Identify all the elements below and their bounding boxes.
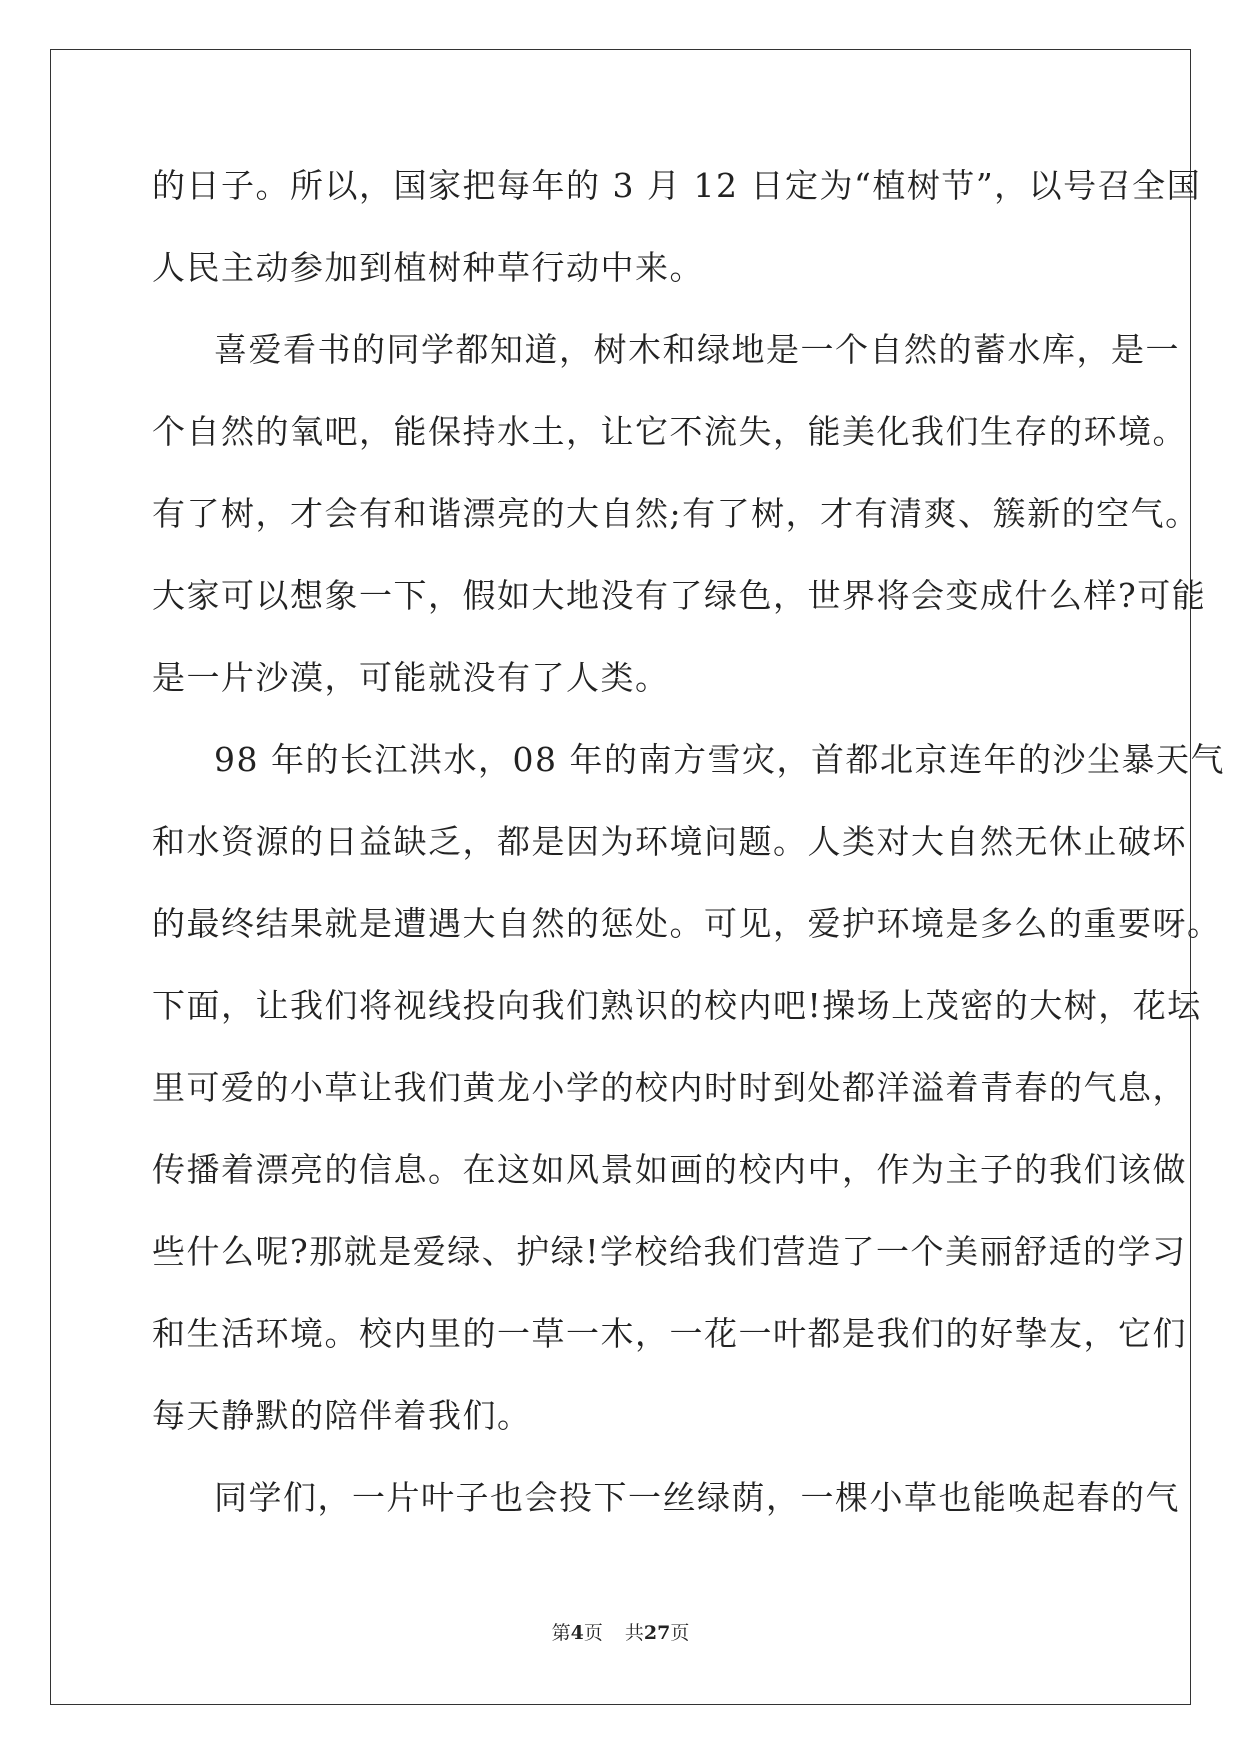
paragraph-start-line: 98 年的长江洪水，08 年的南方雪灾，首都北京连年的沙尘暴天气 <box>214 740 1225 779</box>
page-suffix: 页 <box>583 1622 603 1644</box>
text-line: 有了树，才会有和谐漂亮的大自然;有了树，才有清爽、簇新的空气。 <box>152 494 1200 533</box>
text-line: 和水资源的日益缺乏，都是因为环境问题。人类对大自然无休止破坏 <box>152 822 1187 861</box>
text-line: 个自然的氧吧，能保持水土，让它不流失，能美化我们生存的环境。 <box>152 412 1187 451</box>
text-line: 和生活环境。校内里的一草一木，一花一叶都是我们的好挚友，它们 <box>152 1314 1187 1353</box>
text-line: 的最终结果就是遭遇大自然的惩处。可见，爱护环境是多么的重要呀。 <box>152 904 1222 943</box>
text-line: 里可爱的小草让我们黄龙小学的校内时时到处都洋溢着青春的气息， <box>152 1068 1187 1107</box>
paragraph-start-line: 同学们，一片叶子也会投下一丝绿荫，一棵小草也能唤起春的气 <box>214 1478 1180 1517</box>
paragraph-start-line: 喜爱看书的同学都知道，树木和绿地是一个自然的蓄水库，是一 <box>214 330 1180 369</box>
text-line: 的日子。所以，国家把每年的 3 月 12 日定为“植树节”，以号召全国 <box>152 166 1202 205</box>
text-line: 传播着漂亮的信息。在这如风景如画的校内中，作为主子的我们该做 <box>152 1150 1187 1189</box>
document-body <box>152 161 1225 1555</box>
text-line: 是一片沙漠，可能就没有了人类。 <box>152 658 670 697</box>
current-page-number: 4 <box>570 1622 584 1644</box>
text-line: 大家可以想象一下，假如大地没有了绿色，世界将会变成什么样?可能 <box>152 576 1207 615</box>
total-pages-number: 27 <box>643 1622 671 1644</box>
total-prefix: 共 <box>624 1622 644 1644</box>
text-line: 每天静默的陪伴着我们。 <box>152 1396 532 1435</box>
page-prefix: 第 <box>551 1622 571 1644</box>
text-line: 下面，让我们将视线投向我们熟识的校内吧!操场上茂密的大树，花坛 <box>152 986 1202 1025</box>
text-line: 人民主动参加到植树种草行动中来。 <box>152 248 704 287</box>
page-footer <box>0 1621 1241 1645</box>
text-line: 些什么呢?那就是爱绿、护绿!学校给我们营造了一个美丽舒适的学习 <box>152 1232 1187 1271</box>
total-suffix: 页 <box>670 1622 690 1644</box>
